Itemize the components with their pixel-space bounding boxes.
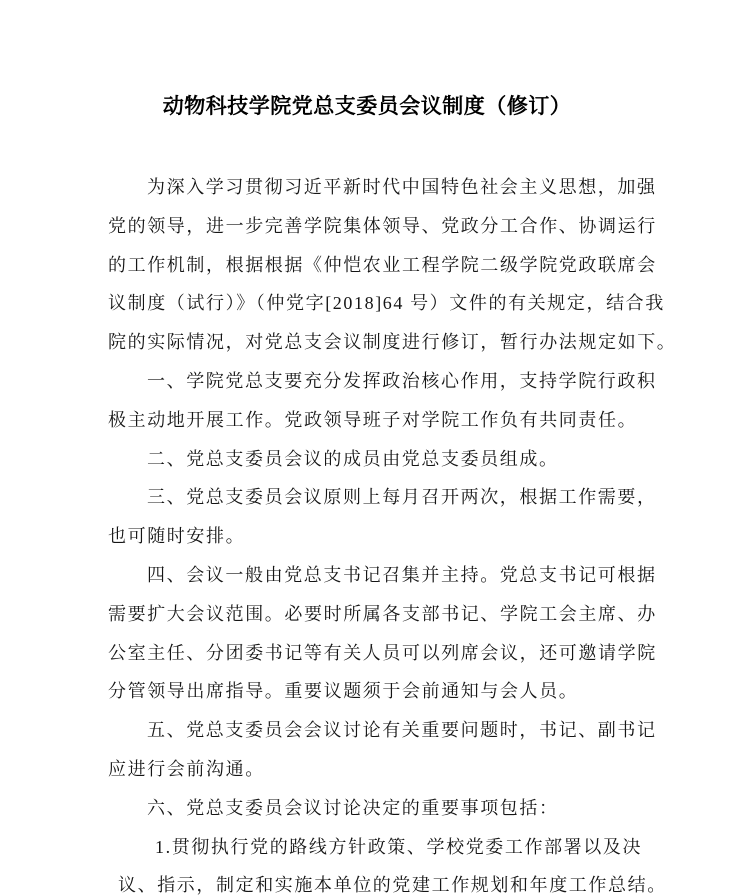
text-line: 公室主任、分团委书记等有关人员可以列席会议，还可邀请学院 [108,642,657,663]
text-line: 四、会议一般由党总支书记召集并主持。党总支书记可根据 [147,564,657,585]
paragraph-item-3 [108,478,656,556]
text-line: 议、指示，制定和实施本单位的党建工作规划和年度工作总结。 [118,875,667,895]
text-line: 党的领导，进一步完善学院集体领导、党政分工合作、协调运行 [108,215,657,236]
text-line: 应进行会前沟通。 [108,758,265,779]
paragraph-preamble [108,168,677,362]
text-line: 1.贯彻执行党的路线方针政策、学校党委工作部署以及决 [155,836,643,857]
text-line: 六、党总支委员会议讨论决定的重要事项包括： [147,797,559,818]
paragraph-item-5 [108,711,656,789]
text-line: 分管领导出席指导。重要议题须于会前通知与会人员。 [108,681,579,702]
text-line: 一、学院党总支要充分发挥政治核心作用，支持学院行政积 [147,370,657,391]
paragraph-item-2 [108,440,656,479]
text-line: 五、党总支委员会会议讨论有关重要问题时，书记、副书记 [147,720,657,741]
text-line: 为深入学习贯彻习近平新时代中国特色社会主义思想，加强 [147,177,657,197]
paragraph-subitem-1 [108,828,667,895]
text-line: 议制度（试行）》（仲党字[2018]64 号）文件的有关规定，结合我 [108,293,665,314]
document-title: 动物科技学院党总支委员会议制度（修订） [162,94,572,118]
document-body [108,168,677,895]
text-line: 二、党总支委员会议的成员由党总支委员组成。 [147,448,559,469]
text-line: 的工作机制，根据根据《仲恺农业工程学院二级学院党政联席会 [108,254,657,275]
paragraph-item-1 [108,362,656,440]
text-line: 也可随时安排。 [108,526,246,547]
text-line: 需要扩大会议范围。必要时所属各支部书记、学院工会主席、办 [108,603,657,624]
paragraph-item-6 [108,789,656,828]
text-line: 三、党总支委员会议原则上每月召开两次，根据工作需要， [147,487,657,508]
text-line: 极主动地开展工作。党政领导班子对学院工作负有共同责任。 [108,409,638,430]
text-line: 院的实际情况，对党总支会议制度进行修订，暂行办法规定如下。 [108,332,677,353]
paragraph-item-4 [108,556,656,711]
